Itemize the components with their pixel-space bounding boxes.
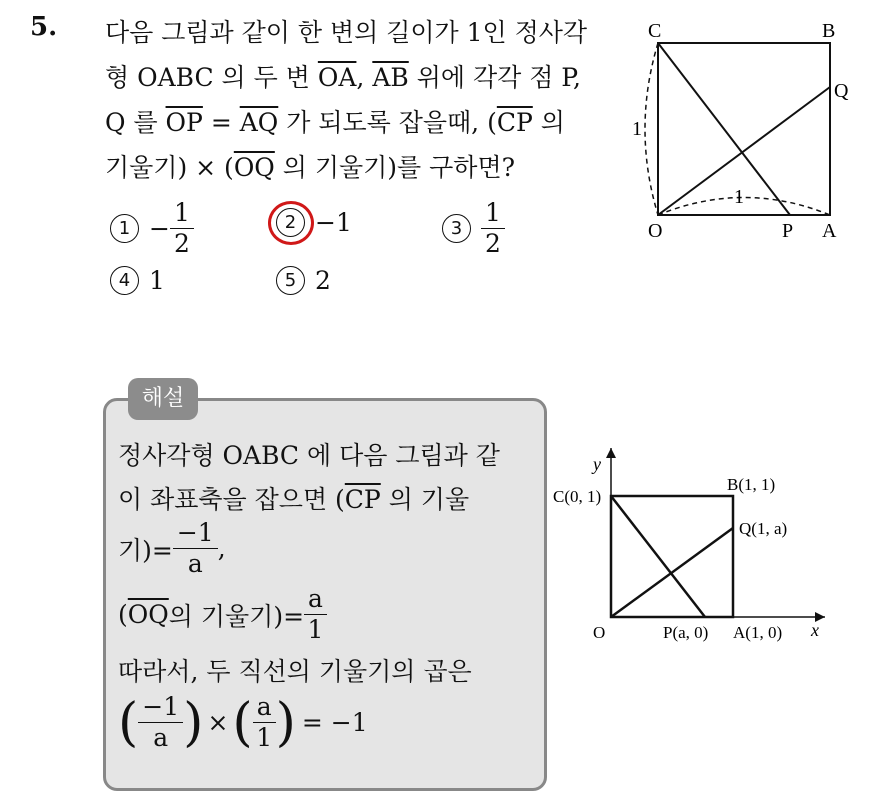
square-outline [611,496,733,617]
segment-op: $\overline{OP}$ [165,108,203,137]
choice-4-value: 1 [149,266,165,295]
text-fragment: , [217,534,226,563]
fraction-numerator: a [304,584,327,615]
times-sign: × [207,708,229,737]
solution-line-1: 정사각형 OABC 에 다음 그림과 같 [118,441,500,470]
fraction-numerator: 1 [481,198,505,229]
fraction-denominator: 2 [485,229,501,258]
text-fragment: 위에 각각 점 P, [408,63,582,92]
solution-tab: 해설 [128,378,198,420]
text-fragment: 의 [532,108,565,137]
choice-2-value: −1 [315,208,352,237]
square-outline [658,43,830,215]
choice-1-mark: 1 [110,214,139,243]
label-p-coord: P(a, 0) [663,623,709,642]
fraction-numerator: 1 [170,198,194,229]
segment-cp: $\overline{CP}$ [496,108,533,137]
paren-open: ( [118,692,139,753]
question-text [105,10,620,190]
bottom-brace [658,198,830,216]
text-fragment: ( [118,600,128,629]
text-fragment: 형 OABC 의 두 변 [105,63,318,92]
text-fragment: 의 기울기)를 구하면? [274,153,516,182]
label-a: A [822,220,837,242]
text-fragment: Q 를 [105,108,166,137]
answer-selection-ring [268,201,314,245]
square-figure [630,15,860,250]
text-fragment: 의 기울기)= [168,601,305,631]
question-line-4 [105,145,620,190]
choice-1-sign: − [149,214,170,243]
text-fragment: , [356,63,373,92]
question-line-3 [105,100,620,145]
choice-3[interactable] [442,198,505,259]
equation-result: = −1 [301,708,368,737]
fraction-denominator: 1 [307,615,324,644]
text-fragment: = [202,108,240,137]
fraction-denominator: a [187,549,203,578]
text-fragment: 기)= [118,535,173,565]
slope-oq-fraction [304,584,327,645]
segment-oq: $\overline{OQ}$ [233,153,275,182]
solution-line-4 [118,584,327,645]
paren-open: ( [232,692,253,753]
eq-fraction-2 [253,692,276,753]
x-axis-label: x [811,620,819,640]
fraction-denominator: 2 [173,229,190,258]
label-o: O [593,623,606,642]
segment-oa: $\overline{OA}$ [317,63,357,92]
line-oq [658,87,830,215]
label-p: P [782,220,794,242]
segment-cp: $\overline{CP}$ [344,485,381,514]
fraction-numerator: a [253,692,276,723]
choice-1-fraction [170,198,194,259]
paren-close: ) [183,692,204,753]
text-fragment: 의 기울 [380,485,470,514]
segment-aq: $\overline{AQ}$ [239,108,279,137]
choice-4[interactable] [110,266,165,295]
label-a-coord: A(1, 0) [733,623,783,642]
fraction-numerator: −1 [138,692,183,723]
label-c-coord: C(0, 1) [553,487,602,506]
question-number: 5. [30,12,58,42]
fraction-denominator: 1 [256,723,273,752]
bottom-length-label: 1 [734,186,744,208]
segment-ab: $\overline{AB}$ [372,63,409,92]
segment-oq: $\overline{OQ}$ [127,600,169,629]
solution-line-5: 따라서, 두 직선의 기울기의 곱은 [118,657,472,686]
solution-line-2 [118,480,469,516]
side-brace [645,43,658,215]
solution-equation [118,692,368,753]
eq-fraction-1 [138,692,183,753]
choice-5[interactable] [276,266,331,295]
label-b-coord: B(1, 1) [727,475,776,494]
question-line-1: 다음 그림과 같이 한 변의 길이가 1인 정사각 [105,18,588,47]
text-fragment: 가 되도록 잡을때, ( [278,108,497,137]
choice-2-mark: 2 [276,208,305,237]
line-oq [611,528,733,617]
choice-5-value: 2 [315,266,331,295]
choice-3-mark: 3 [442,214,471,243]
paren-close: ) [275,692,296,753]
solution-line-3 [118,518,226,579]
label-q: Q [834,80,849,102]
slope-cp-fraction [173,518,218,579]
side-length-label: 1 [632,118,642,140]
choice-1[interactable] [110,198,194,259]
choice-4-mark: 4 [110,266,139,295]
choice-5-mark: 5 [276,266,305,295]
fraction-numerator: −1 [173,518,218,549]
fraction-denominator: a [153,723,169,752]
line-cp [611,496,705,617]
line-cp [658,43,790,215]
question-line-2 [105,55,620,100]
label-b: B [822,20,836,42]
label-o: O [648,220,663,242]
label-c: C [648,20,662,42]
y-axis-arrow [606,448,616,458]
text-fragment: 기울기) × ( [105,153,234,182]
coordinate-figure [545,440,845,650]
y-axis-label: y [593,454,601,474]
label-q-coord: Q(1, a) [739,519,788,538]
choice-3-fraction [481,198,505,259]
text-fragment: 이 좌표축을 잡으면 ( [118,485,345,514]
